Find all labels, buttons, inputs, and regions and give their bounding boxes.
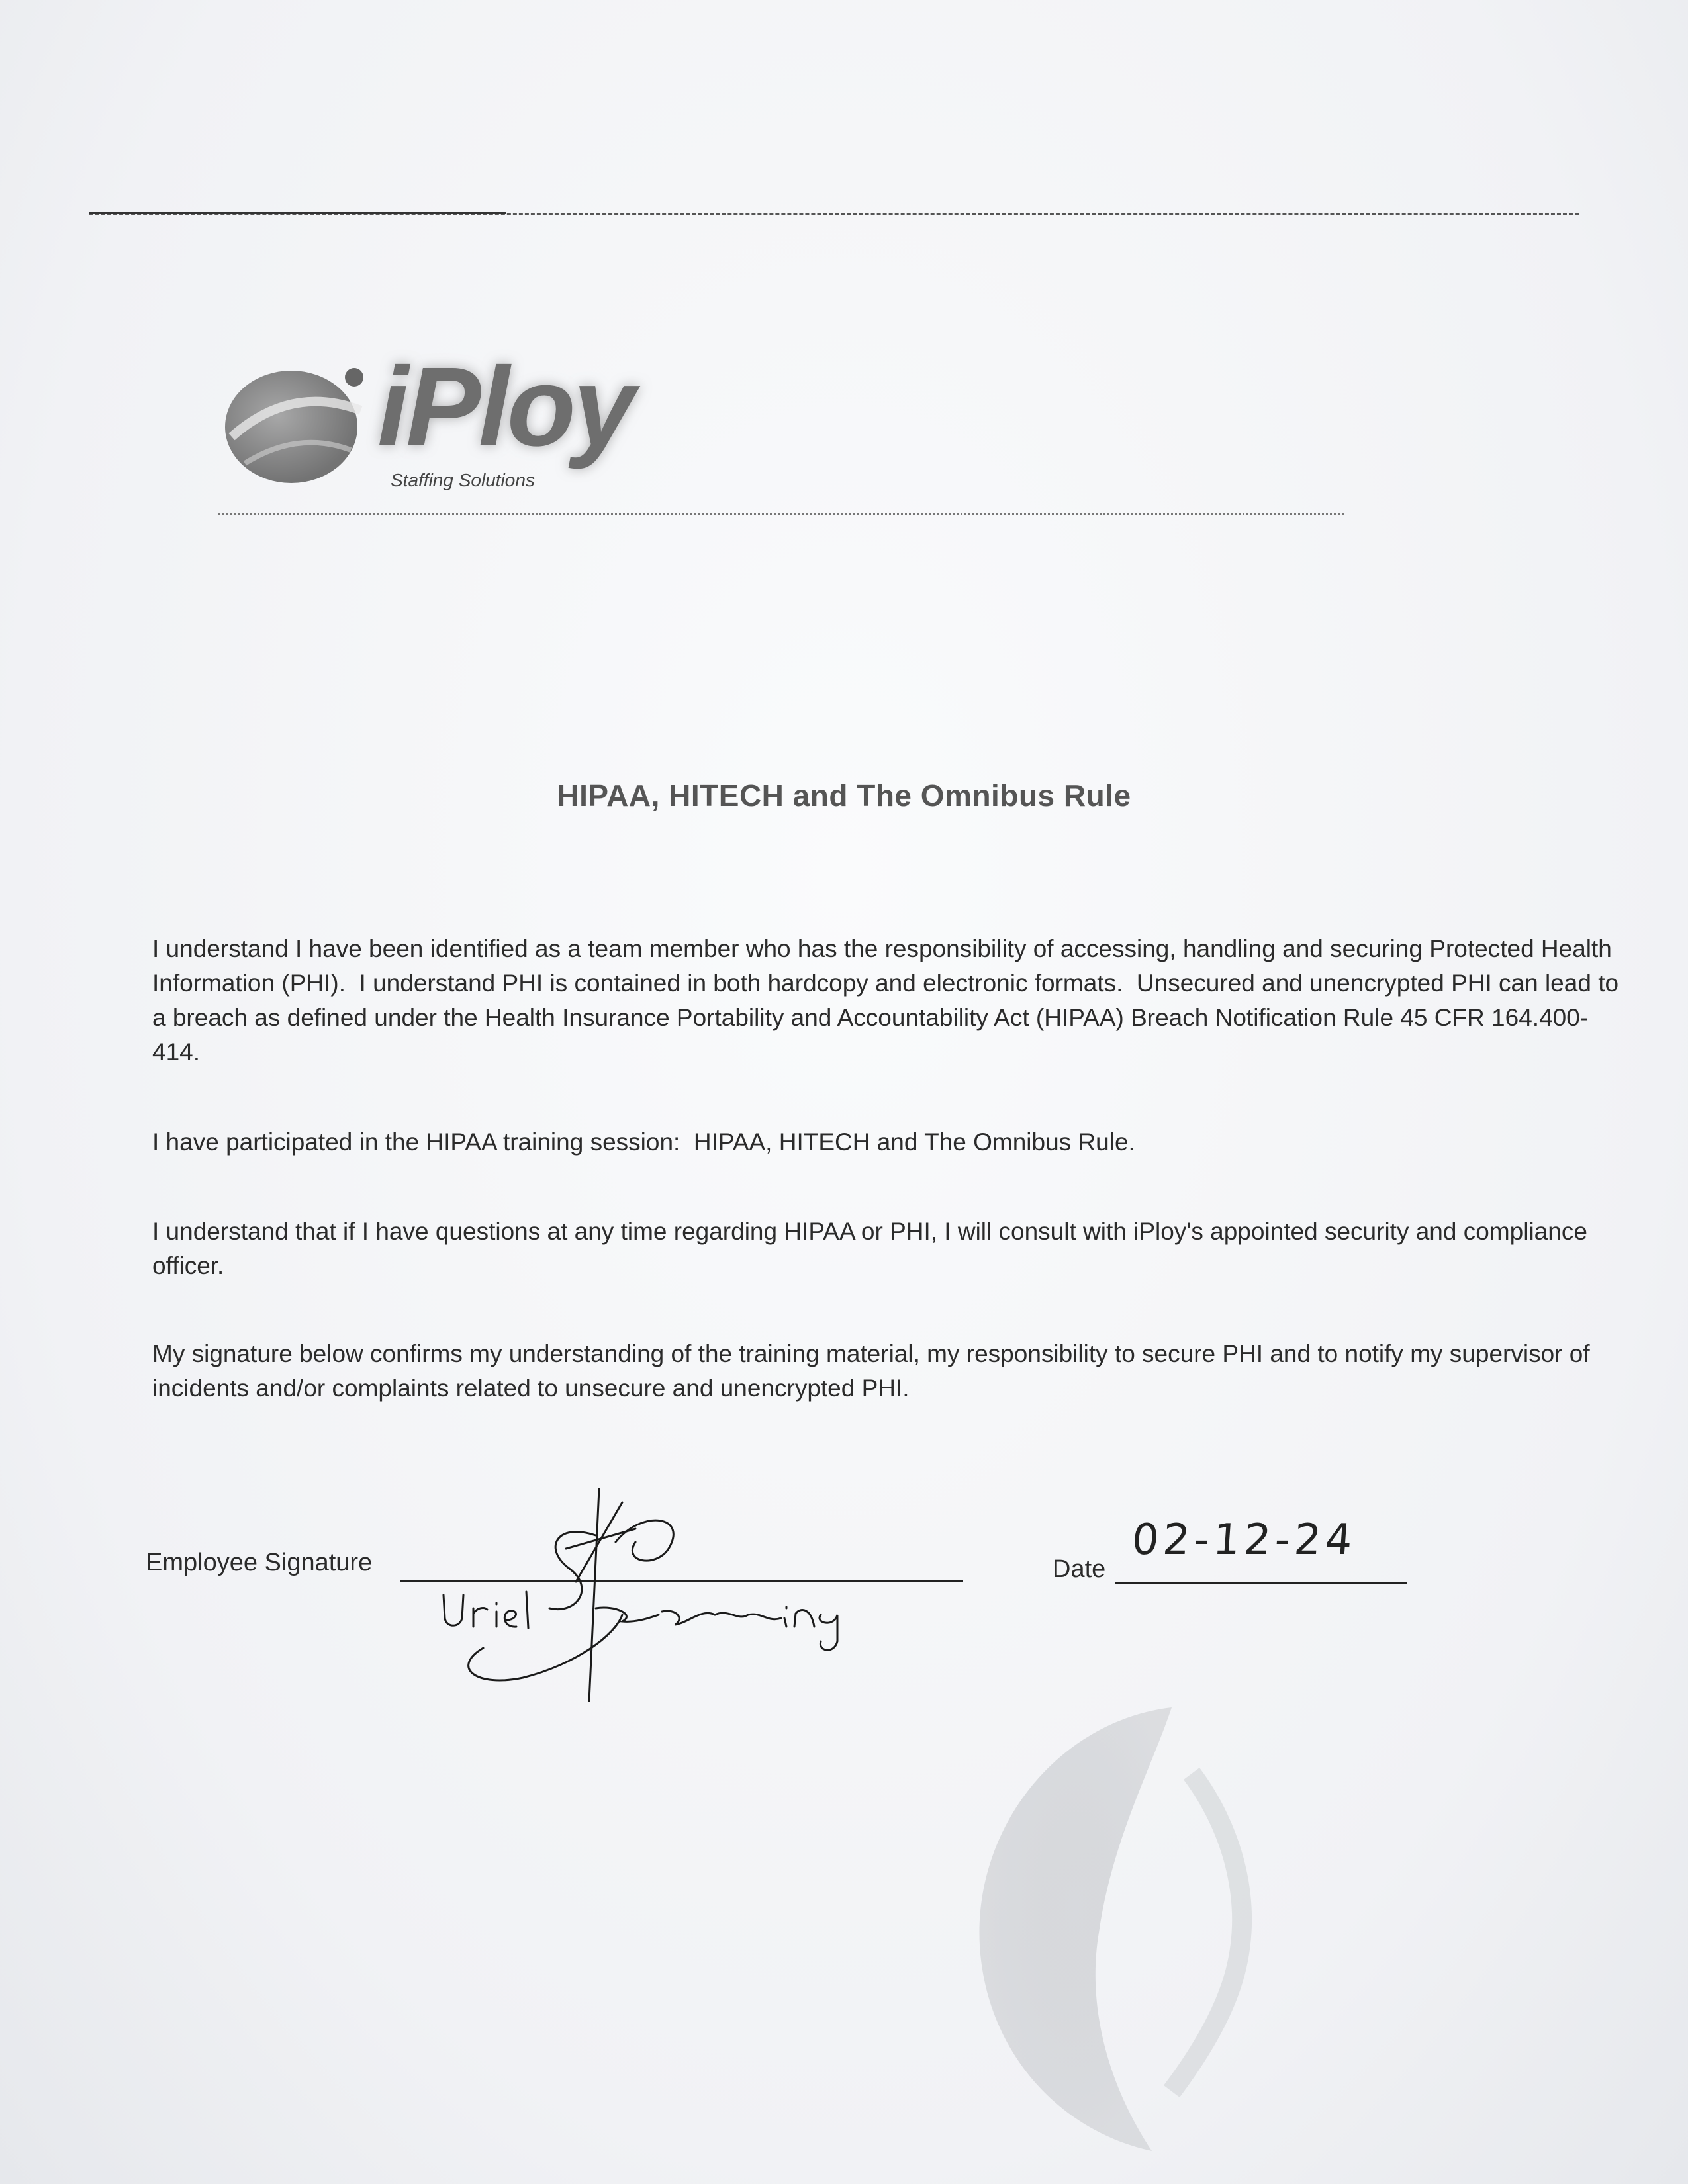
logo-brand-text: iPloy: [377, 344, 633, 470]
top-solid-rule: [89, 212, 506, 214]
signature-scribble: [424, 1449, 887, 1727]
signature-label: Employee Signature: [146, 1549, 373, 1576]
paragraph-signature-confirmation: My signature below confirms my understanding of the training material, my responsibility to secure PHI and to notify my supervisor of incidents and/or complaints related to unsecure and unencrypted PHI.: [152, 1340, 1597, 1402]
document-title: HIPAA, HITECH and The Omnibus Rule: [557, 778, 1131, 813]
paragraph-phi-responsibility: I understand I have been identified as a team member who has the responsibility of accessing, handling and securing Protected Health Information (PHI). I understand PHI is contained in both hardcopy and electronic formats. Unsecured and unencrypted PHI can lead to a breach as defined under the Health Insurance Portability and Accountability Act (HIPAA) Breach Notification Rule 45 CFR 164.400-414.: [152, 935, 1626, 1066]
company-logo: [212, 338, 675, 510]
paragraph-compliance-officer: I understand that if I have questions at any time regarding HIPAA or PHI, I will consult with iPloy's appointed security and compliance officer.: [152, 1218, 1595, 1279]
logo-tagline: Staffing Solutions: [391, 470, 535, 490]
date-line[interactable]: [1115, 1582, 1407, 1584]
paragraph-training-participation: I have participated in the HIPAA training session: HIPAA, HITECH and The Omnibus Rule.: [152, 1128, 1135, 1156]
globe-watermark-icon: [953, 1694, 1364, 2158]
globe-logo-icon: [218, 357, 371, 490]
signature-row: [146, 1516, 1470, 1721]
date-label: Date: [1053, 1555, 1106, 1583]
date-value: 02-12-24: [1130, 1516, 1358, 1565]
logo-dotted-rule: [218, 513, 1344, 515]
